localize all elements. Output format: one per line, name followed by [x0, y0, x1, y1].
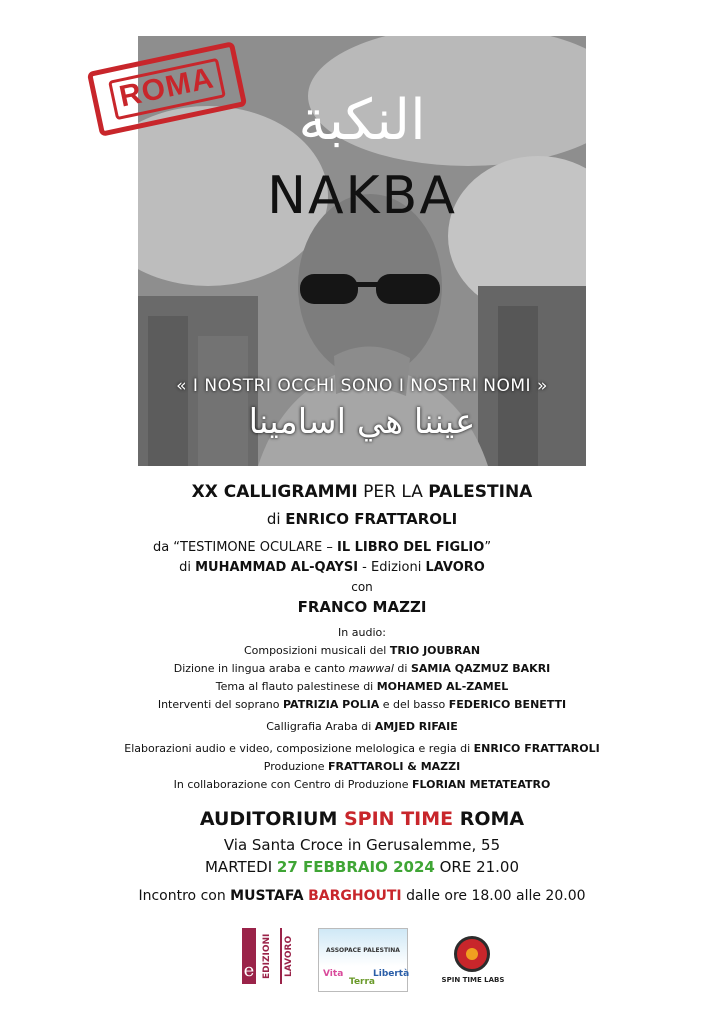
credits-line-audio: In audio:	[338, 626, 386, 639]
edizioni-lavoro-logo: e EDIZIONI LAVORO	[242, 928, 282, 984]
spin-time-labs-logo: SPIN TIME LABS	[432, 928, 514, 990]
credits-line-title: XX CALLIGRAMMI PER LA PALESTINA	[191, 482, 533, 502]
stamp-text: ROMA	[116, 61, 217, 114]
arabic-title: النكبة	[298, 88, 426, 153]
venue-name: AUDITORIUM SPIN TIME ROMA	[199, 808, 525, 830]
meeting-info: Incontro con MUSTAFA BARGHOUTI dalle ore 18.00 alle 20.00	[138, 888, 586, 904]
credits-line-con: con	[351, 580, 373, 594]
arabic-subtitle: عيننا هي اسامينا	[248, 402, 476, 442]
credits-line-author: di ENRICO FRATTAROLI	[266, 510, 458, 528]
credits-line-production: Produzione FRATTAROLI & MAZZI	[263, 760, 461, 773]
poster-quote: « I NOSTRI OCCHI SONO I NOSTRI NOMI »	[176, 376, 548, 396]
credits-line-guest: FRANCO MAZZI	[297, 598, 427, 616]
event-datetime: MARTEDI 27 FEBBRAIO 2024 ORE 21.00	[204, 858, 520, 876]
poster-title: NAKBA	[267, 166, 457, 226]
venue-address: Via Santa Croce in Gerusalemme, 55	[223, 836, 501, 854]
credits-line-diction: Dizione in lingua araba e canto mawwal di SAMIA QAZMUZ BAKRI	[173, 662, 551, 675]
credits-line-calligraphy: Calligrafia Araba di AMJED RIFAIE	[266, 720, 458, 733]
credits-line-collab: In collaborazione con Centro di Produzione FLORIAN METATEATRO	[173, 778, 551, 791]
credits-line-singers: Interventi del soprano PATRIZIA POLIA e del basso FEDERICO BENETTI	[157, 698, 567, 711]
credits-line-source: da “TESTIMONE OCULARE – IL LIBRO DEL FIGLIO”	[152, 540, 492, 555]
assopace-palestina-logo: ASSOPACE PALESTINA Vita Terra Libertà	[318, 928, 408, 992]
credits-line-direction: Elaborazioni audio e video, composizione melologica e regia di ENRICO FRATTAROLI	[124, 742, 600, 755]
credits-line-music: Composizioni musicali del TRIO JOUBRAN	[243, 644, 481, 657]
credits-line-flute: Tema al flauto palestinese di MOHAMED AL-ZAMEL	[215, 680, 509, 693]
credits-line-publisher: di MUHAMMAD AL-QAYSI - Edizioni LAVORO	[179, 560, 485, 575]
